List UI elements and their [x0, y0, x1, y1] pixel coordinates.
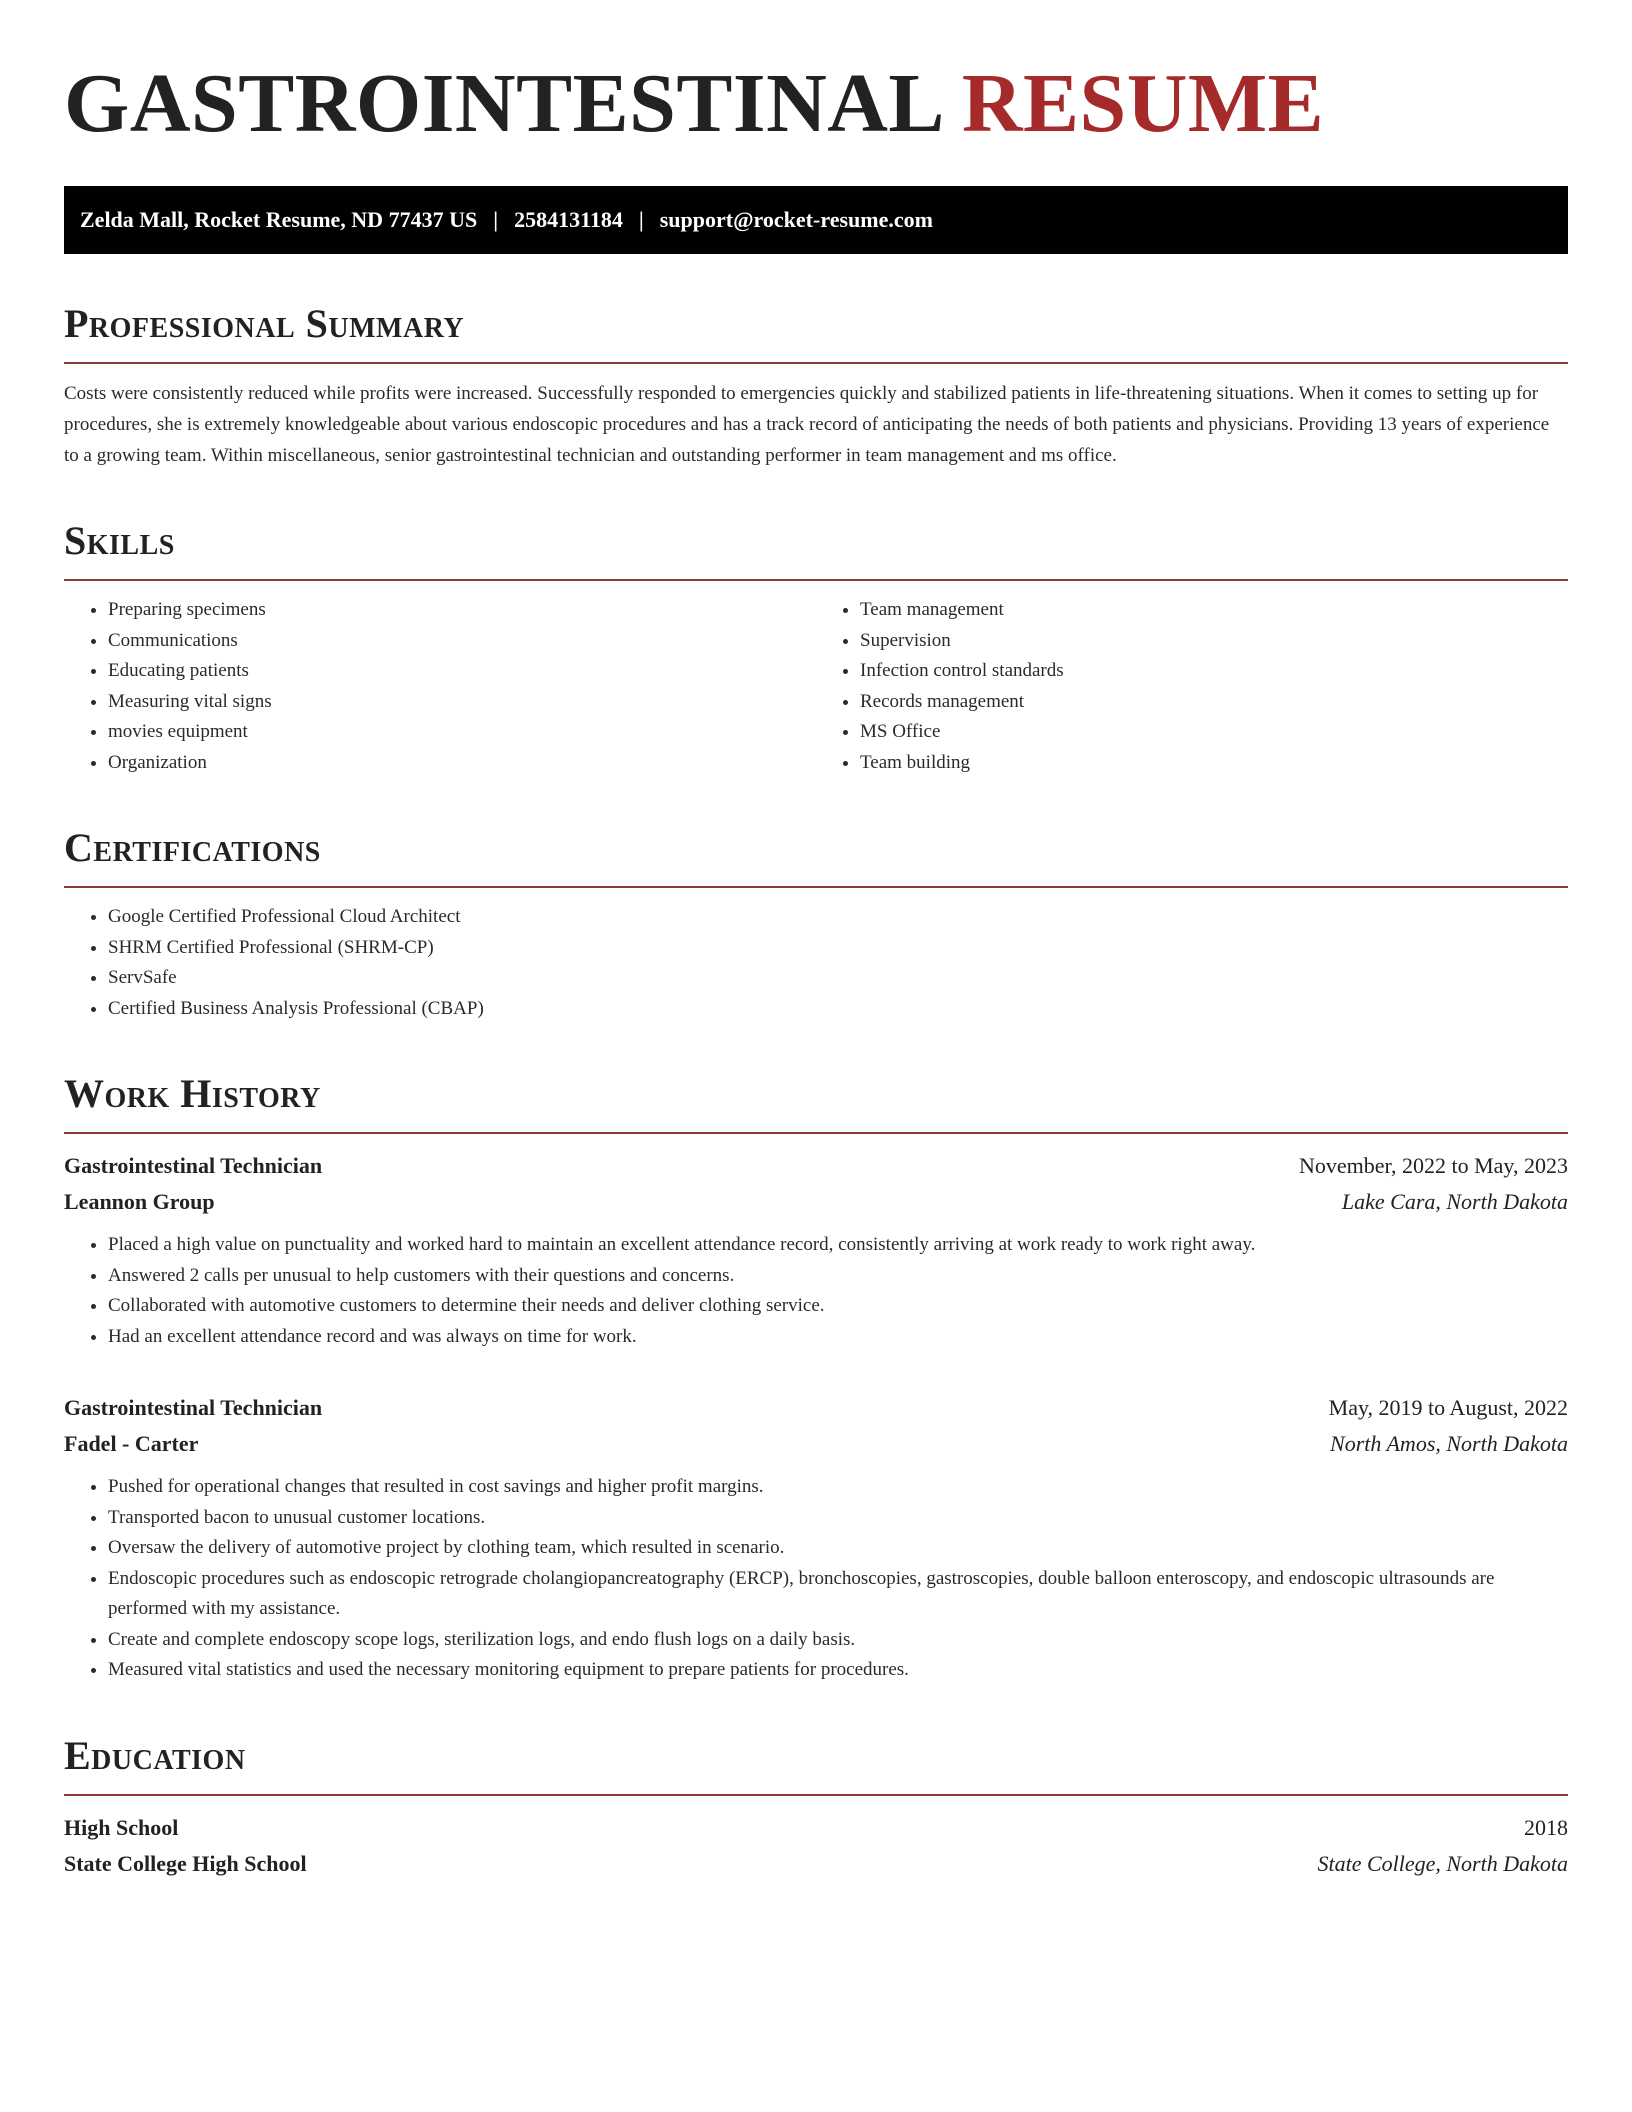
education-school-row [64, 1846, 1568, 1882]
certification-item: • Certified Business Analysis Professional (CBAP) [108, 994, 1568, 1025]
skill-item: • Supervision [860, 626, 1568, 657]
job-entry [64, 1390, 1568, 1686]
job-title: Gastrointestinal Technician [64, 1395, 323, 1420]
education-school: State College High School [64, 1850, 307, 1876]
skill-item: • Team building [860, 748, 1568, 779]
skill-item: • Organization [108, 748, 816, 779]
skill-item: • Team management [860, 595, 1568, 626]
section-divider [64, 1132, 1568, 1134]
skill-item: • movies equipment [108, 717, 816, 748]
job-bullet: • Endoscopic procedures such as endoscopic retrograde cholangiopancreatography (ERCP), bronchoscopies, gastroscopies, double balloon enteroscopy, and endoscopic ultrasounds are performed with my assistance. [108, 1564, 1568, 1625]
section-divider [64, 886, 1568, 888]
skills-list-left [64, 595, 816, 778]
certifications-heading: Certifications [64, 825, 321, 870]
job-bullet: • Collaborated with automotive customers to determine their needs and deliver clothing service. [108, 1291, 1568, 1322]
skill-item: • MS Office [860, 717, 1568, 748]
job-location: North Amos, North Dakota [1330, 1431, 1568, 1456]
skill-item: • Preparing specimens [108, 595, 816, 626]
job-header-row [64, 1148, 1568, 1184]
section-divider [64, 362, 1568, 364]
certifications-list [64, 902, 1568, 1024]
education-entry [64, 1810, 1568, 1882]
job-company-row [64, 1426, 1568, 1462]
education-section [64, 1730, 1568, 1882]
title-accent: RESUME [961, 57, 1325, 150]
job-company: Fadel - Carter [64, 1431, 199, 1456]
contact-address: Zelda Mall, Rocket Resume, ND 77437 US [80, 207, 478, 232]
work-history-heading: Work History [64, 1071, 321, 1116]
skill-item: • Measuring vital signs [108, 687, 816, 718]
job-title: Gastrointestinal Technician [64, 1153, 323, 1178]
certification-item: • Google Certified Professional Cloud Architect [108, 902, 1568, 933]
summary-heading: Professional Summary [64, 301, 465, 346]
summary-section [64, 298, 1568, 471]
certification-item: • ServSafe [108, 963, 1568, 994]
job-bullet: • Pushed for operational changes that resulted in cost savings and higher profit margins. [108, 1472, 1568, 1503]
contact-separator: | [493, 207, 499, 232]
job-bullet: • Placed a high value on punctuality and worked hard to maintain an excellent attendance record, consistently arriving at work ready to work right away. [108, 1230, 1568, 1261]
job-company-row [64, 1184, 1568, 1220]
job-bullet: • Answered 2 calls per unusual to help customers with their questions and concerns. [108, 1261, 1568, 1292]
work-history-section [64, 1068, 1568, 1686]
job-bullets [64, 1230, 1568, 1352]
resume-title [64, 56, 1568, 152]
skill-item: • Records management [860, 687, 1568, 718]
skills-section [64, 515, 1568, 778]
skills-heading: Skills [64, 518, 175, 563]
title-main: GASTROINTESTINAL [64, 57, 941, 150]
job-bullet: • Create and complete endoscopy scope logs, sterilization logs, and endo flush logs on a daily basis. [108, 1625, 1568, 1656]
skills-grid [64, 595, 1568, 778]
job-dates: November, 2022 to May, 2023 [1299, 1153, 1568, 1178]
contact-email: support@rocket-resume.com [659, 207, 933, 232]
job-bullet: • Measured vital statistics and used the necessary monitoring equipment to prepare patients for procedures. [108, 1655, 1568, 1686]
contact-separator: | [638, 207, 644, 232]
job-bullets [64, 1472, 1568, 1686]
summary-text: Costs were consistently reduced while profits were increased. Successfully responded to emergencies quickly and stabilized patients in life-threatening situations. When it comes to setting up for procedures, she is extremely knowledgeable about various endoscopic procedures and has a track record of anticipating the needs of both patients and physicians. Providing 13 years of experience to a growing team. Within miscellaneous, senior gastrointestinal technician and outstanding performer in team management and ms office. [64, 383, 1550, 466]
skill-item: • Infection control standards [860, 656, 1568, 687]
section-divider [64, 1794, 1568, 1796]
job-header-row [64, 1390, 1568, 1426]
job-location: Lake Cara, North Dakota [1341, 1189, 1568, 1214]
job-bullet: • Had an excellent attendance record and was always on time for work. [108, 1322, 1568, 1353]
section-divider [64, 579, 1568, 581]
job-company: Leannon Group [64, 1189, 215, 1214]
education-year: 2018 [1524, 1814, 1568, 1840]
education-degree-row [64, 1810, 1568, 1846]
certification-item: • SHRM Certified Professional (SHRM-CP) [108, 933, 1568, 964]
skills-list-right [816, 595, 1568, 778]
job-bullet: • Transported bacon to unusual customer locations. [108, 1503, 1568, 1534]
skill-item: • Communications [108, 626, 816, 657]
contact-phone: 2584131184 [514, 207, 623, 232]
certifications-section [64, 822, 1568, 1024]
job-dates: May, 2019 to August, 2022 [1328, 1395, 1568, 1420]
job-entry [64, 1148, 1568, 1352]
education-location: State College, North Dakota [1317, 1850, 1568, 1876]
job-bullet: • Oversaw the delivery of automotive project by clothing team, which resulted in scenario. [108, 1533, 1568, 1564]
education-degree: High School [64, 1814, 179, 1840]
contact-bar [64, 186, 1568, 254]
skill-item: • Educating patients [108, 656, 816, 687]
education-heading: Education [64, 1732, 246, 1778]
